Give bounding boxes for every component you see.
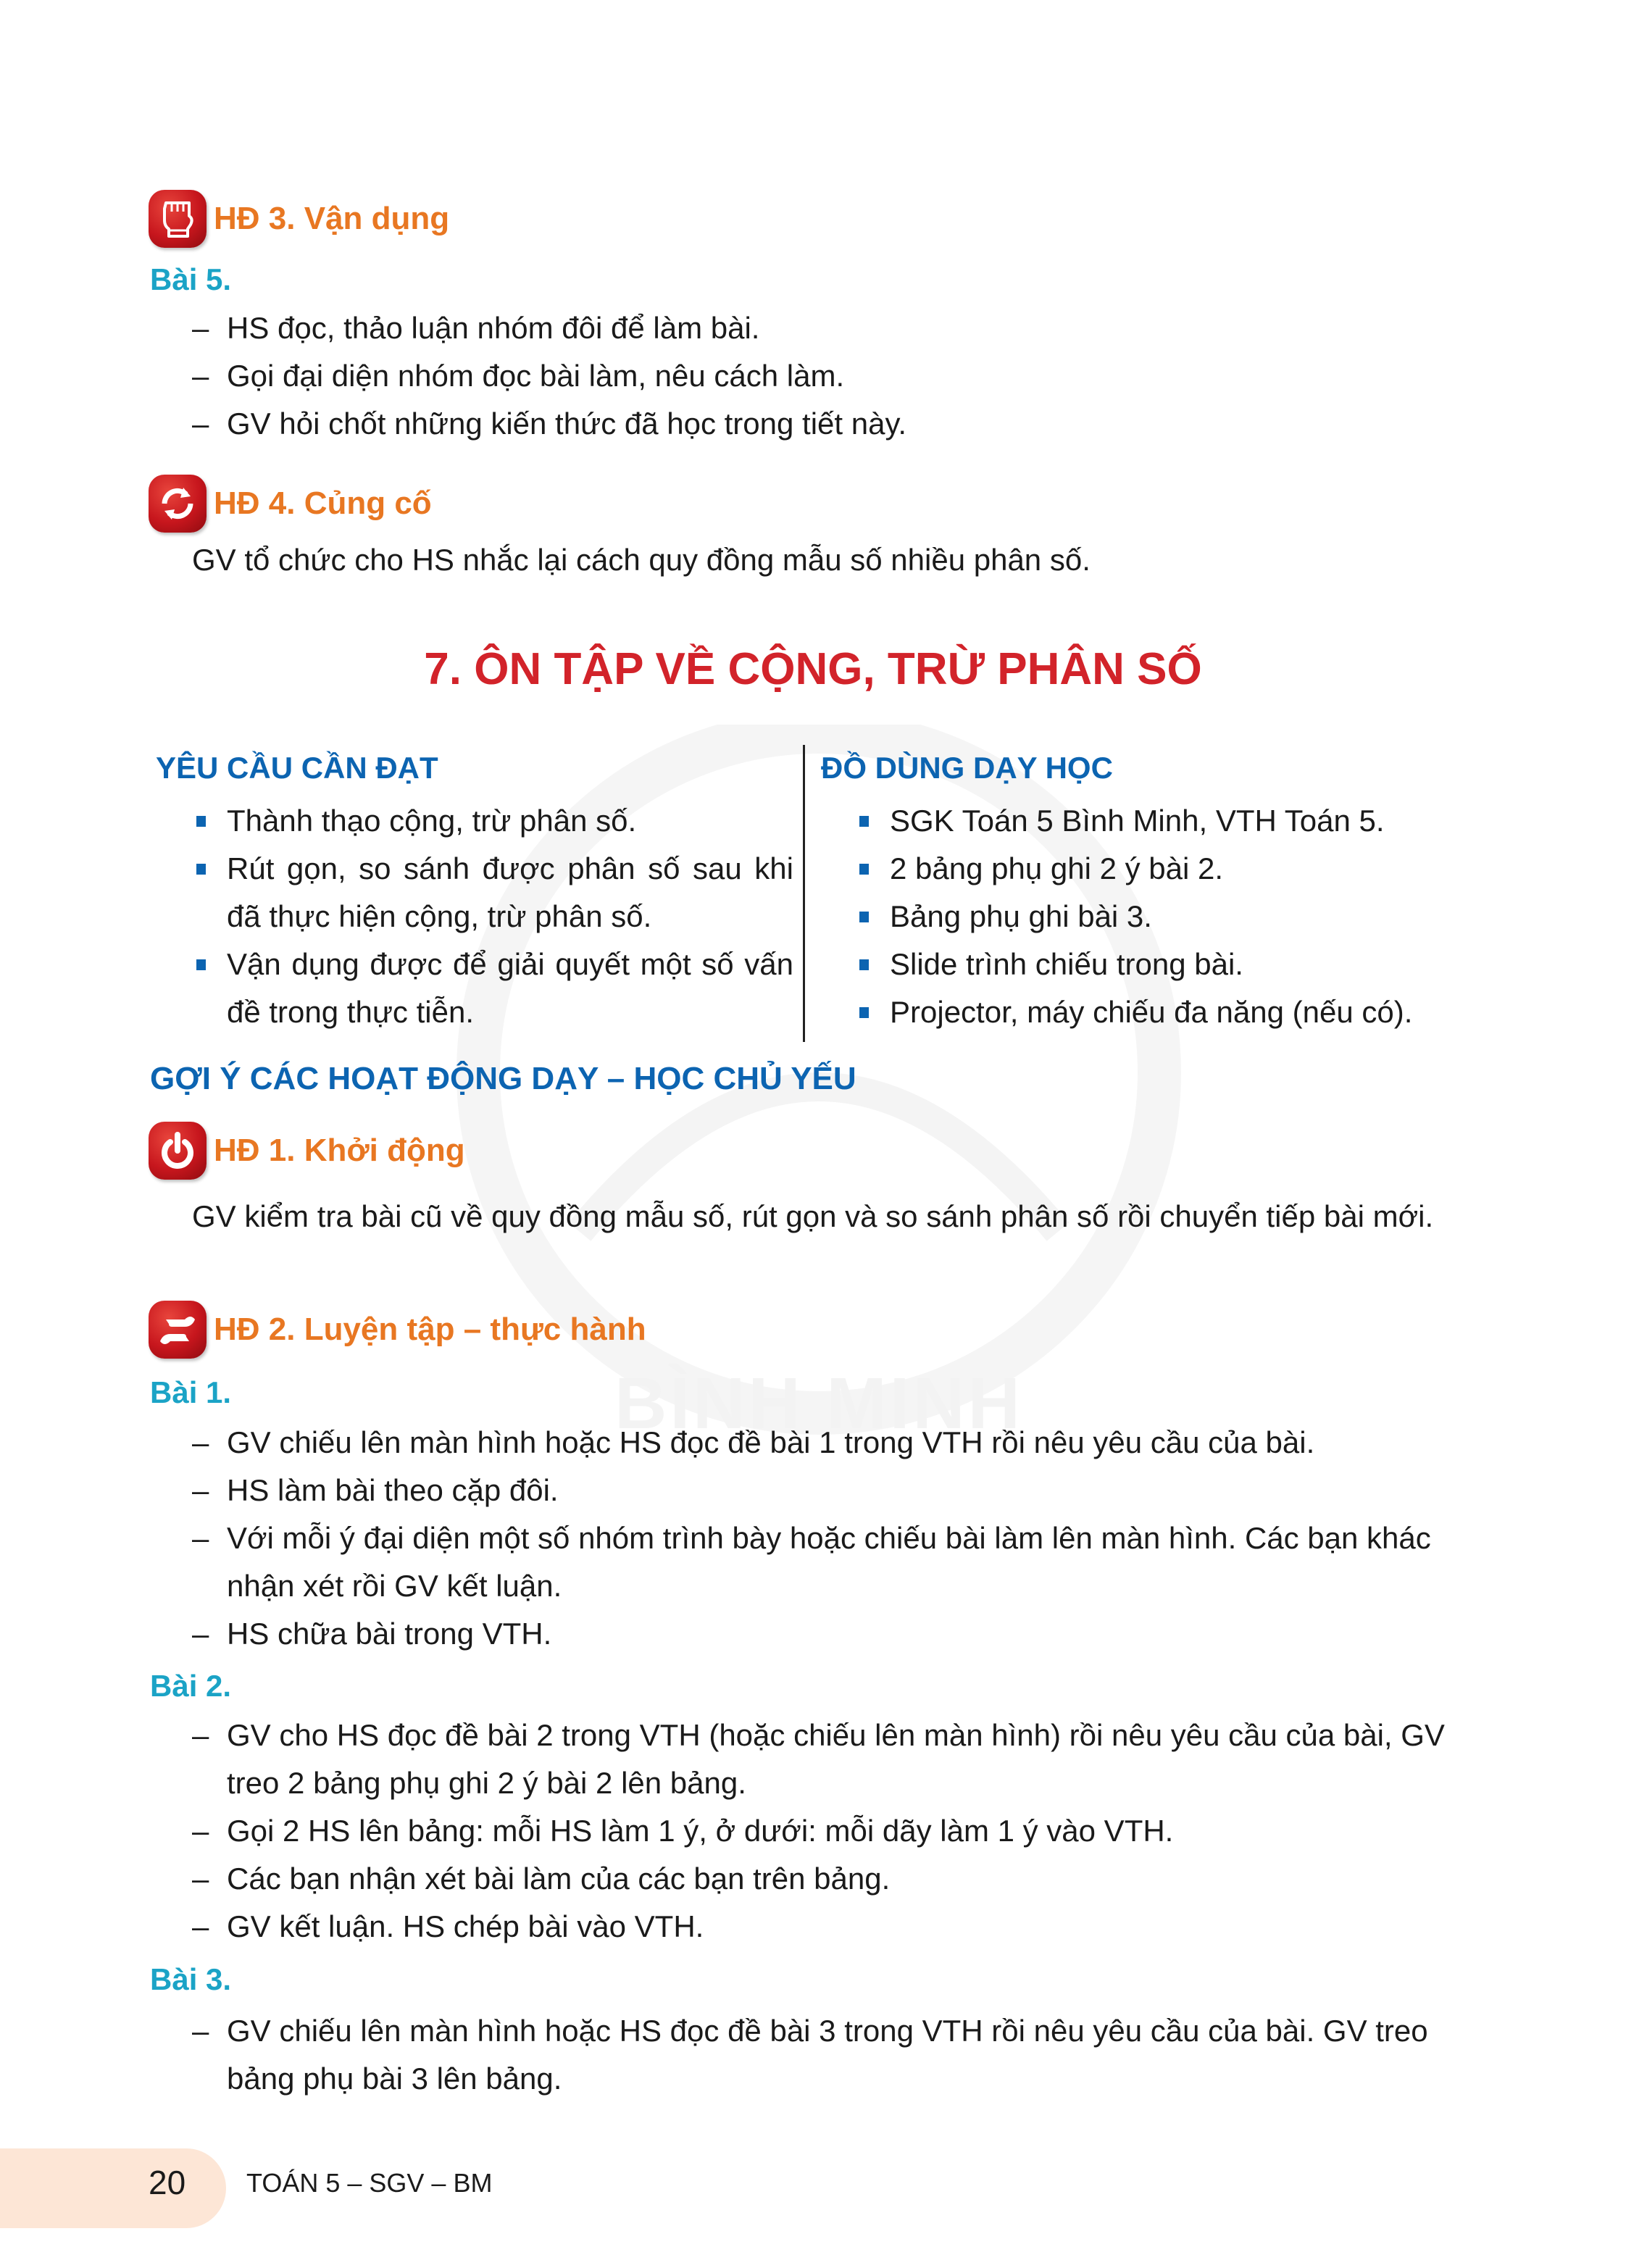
list-item-text: Rút gọn, so sánh được phân số sau khi đã thực hiện cộng, trừ phân số. [227, 851, 793, 933]
list-item-text: Slide trình chiếu trong bài. [890, 947, 1243, 981]
list-item-text: GV kết luận. HS chép bài vào VTH. [227, 1909, 704, 1943]
list-item [192, 400, 1489, 448]
activity-hd3-title: HĐ 3. Vận dụng [214, 201, 450, 236]
list-item-text: HS đọc, thảo luận nhóm đôi để làm bài. [227, 311, 760, 345]
requirements-list [192, 797, 793, 1036]
requirements-heading: YÊU CẦU CẦN ĐẠT [156, 751, 438, 785]
dash-bullet: – [192, 311, 209, 345]
list-item-text: Các bạn nhận xét bài làm của các bạn trên bảng. [227, 1861, 891, 1896]
dash-bullet: – [192, 2014, 209, 2048]
hd1-text: GV kiểm tra bài cũ về quy đồng mẫu số, rút gọn và so sánh phân số rồi chuyển tiếp bài mới. [192, 1199, 1434, 1233]
bai3-steps [192, 2007, 1489, 2103]
list-item [855, 845, 1507, 893]
list-item [192, 304, 1489, 352]
bullet-square-icon [859, 1007, 869, 1018]
raised-fist-icon [149, 190, 207, 248]
list-item [192, 1610, 1489, 1658]
bullet-square-icon [196, 864, 206, 875]
exercise-label-bai5: Bài 5. [150, 262, 232, 296]
watermark-text: BÌNH MINH [614, 1363, 1023, 1444]
dash-bullet: – [192, 359, 209, 393]
list-item [192, 2007, 1489, 2103]
list-item [192, 941, 793, 1036]
exercise-label-bai2: Bài 2. [150, 1669, 232, 1703]
exercise-label-bai1: Bài 1. [150, 1375, 232, 1409]
activity-hd1-header [149, 1122, 465, 1180]
bullet-square-icon [859, 864, 869, 875]
hands-icon [149, 1301, 207, 1359]
bullet-square-icon [859, 912, 869, 922]
activity-hd2-header [149, 1301, 646, 1359]
lesson-title: 7. ÔN TẬP VỀ CỘNG, TRỪ PHÂN SỐ [424, 644, 1202, 694]
list-item [192, 1855, 1489, 1903]
activity-hd3-header [149, 190, 449, 248]
list-item [855, 893, 1507, 941]
bai1-steps [192, 1419, 1489, 1658]
dash-bullet: – [192, 1617, 209, 1651]
list-item-text: GV chiếu lên màn hình hoặc HS đọc đề bài 3 trong VTH rồi nêu yêu cầu của bài. GV treo bảng phụ bài 3 lên bảng. [227, 2014, 1428, 2096]
list-item [192, 1712, 1489, 1807]
page-number: 20 [149, 2164, 186, 2201]
activity-hd4-header [149, 475, 432, 533]
list-item-text: Vận dụng được để giải quyết một số vấn đề trong thực tiễn. [227, 947, 793, 1029]
dash-bullet: – [192, 1521, 209, 1555]
activities-heading: GỢI Ý CÁC HOẠT ĐỘNG DẠY – HỌC CHỦ YẾU [150, 1061, 856, 1096]
footer-page-tab [0, 2148, 226, 2228]
bullet-square-icon [859, 959, 869, 970]
exercise-label-bai3: Bài 3. [150, 1962, 232, 1996]
list-item-text: SGK Toán 5 Bình Minh, VTH Toán 5. [890, 804, 1385, 838]
bullet-square-icon [196, 816, 206, 827]
dash-bullet: – [192, 407, 209, 441]
activity-hd2-title: HĐ 2. Luyện tập – thực hành [214, 1312, 646, 1347]
list-item-text: GV cho HS đọc đề bài 2 trong VTH (hoặc chiếu lên màn hình) rồi nêu yêu cầu của bài, GV treo 2 bảng phụ ghi 2 ý bài 2 lên bảng. [227, 1718, 1445, 1800]
list-item [192, 1903, 1489, 1951]
bai5-steps [192, 304, 1489, 448]
list-item [192, 1807, 1489, 1855]
list-item-text: Gọi 2 HS lên bảng: mỗi HS làm 1 ý, ở dưới: mỗi dãy làm 1 ý vào VTH. [227, 1814, 1174, 1848]
dash-bullet: – [192, 1425, 209, 1459]
footer-book-title: TOÁN 5 – SGV – BM [246, 2168, 493, 2198]
list-item-text: Projector, máy chiếu đa năng (nếu có). [890, 995, 1413, 1029]
power-icon [149, 1122, 207, 1180]
list-item-text: Gọi đại diện nhóm đọc bài làm, nêu cách làm. [227, 359, 845, 393]
list-item-text: Bảng phụ ghi bài 3. [890, 899, 1152, 933]
list-item [192, 845, 793, 941]
dash-bullet: – [192, 1909, 209, 1943]
bullet-square-icon [196, 959, 206, 970]
list-item [192, 797, 793, 845]
dash-bullet: – [192, 1861, 209, 1896]
activity-hd1-title: HĐ 1. Khởi động [214, 1133, 465, 1168]
list-item-text: GV chiếu lên màn hình hoặc HS đọc đề bài 1 trong VTH rồi nêu yêu cầu của bài. [227, 1425, 1315, 1459]
dash-bullet: – [192, 1814, 209, 1848]
list-item [855, 797, 1507, 845]
list-item [192, 1467, 1489, 1514]
list-item-text: Với mỗi ý đại diện một số nhóm trình bày hoặc chiếu bài làm lên màn hình. Các bạn khác nhận xét rồi GV kết luận. [227, 1521, 1431, 1603]
dash-bullet: – [192, 1473, 209, 1507]
list-item [192, 352, 1489, 400]
activity-hd4-title: HĐ 4. Củng cố [214, 485, 432, 521]
list-item [192, 1514, 1489, 1610]
materials-list [855, 797, 1507, 1036]
list-item [855, 988, 1507, 1036]
list-item-text: 2 bảng phụ ghi 2 ý bài 2. [890, 851, 1224, 885]
list-item [192, 1419, 1489, 1467]
materials-heading: ĐỒ DÙNG DẠY HỌC [821, 751, 1113, 785]
refresh-cycle-icon [149, 475, 207, 533]
list-item-text: HS chữa bài trong VTH. [227, 1617, 552, 1651]
hd4-text: GV tổ chức cho HS nhắc lại cách quy đồng mẫu số nhiều phân số. [192, 543, 1091, 577]
list-item-text: HS làm bài theo cặp đôi. [227, 1473, 559, 1507]
column-divider [803, 745, 805, 1042]
list-item-text: Thành thạo cộng, trừ phân số. [227, 804, 637, 838]
list-item-text: GV hỏi chốt những kiến thức đã học trong tiết này. [227, 407, 907, 441]
bullet-square-icon [859, 816, 869, 827]
dash-bullet: – [192, 1718, 209, 1752]
bai2-steps [192, 1712, 1489, 1951]
list-item [855, 941, 1507, 988]
